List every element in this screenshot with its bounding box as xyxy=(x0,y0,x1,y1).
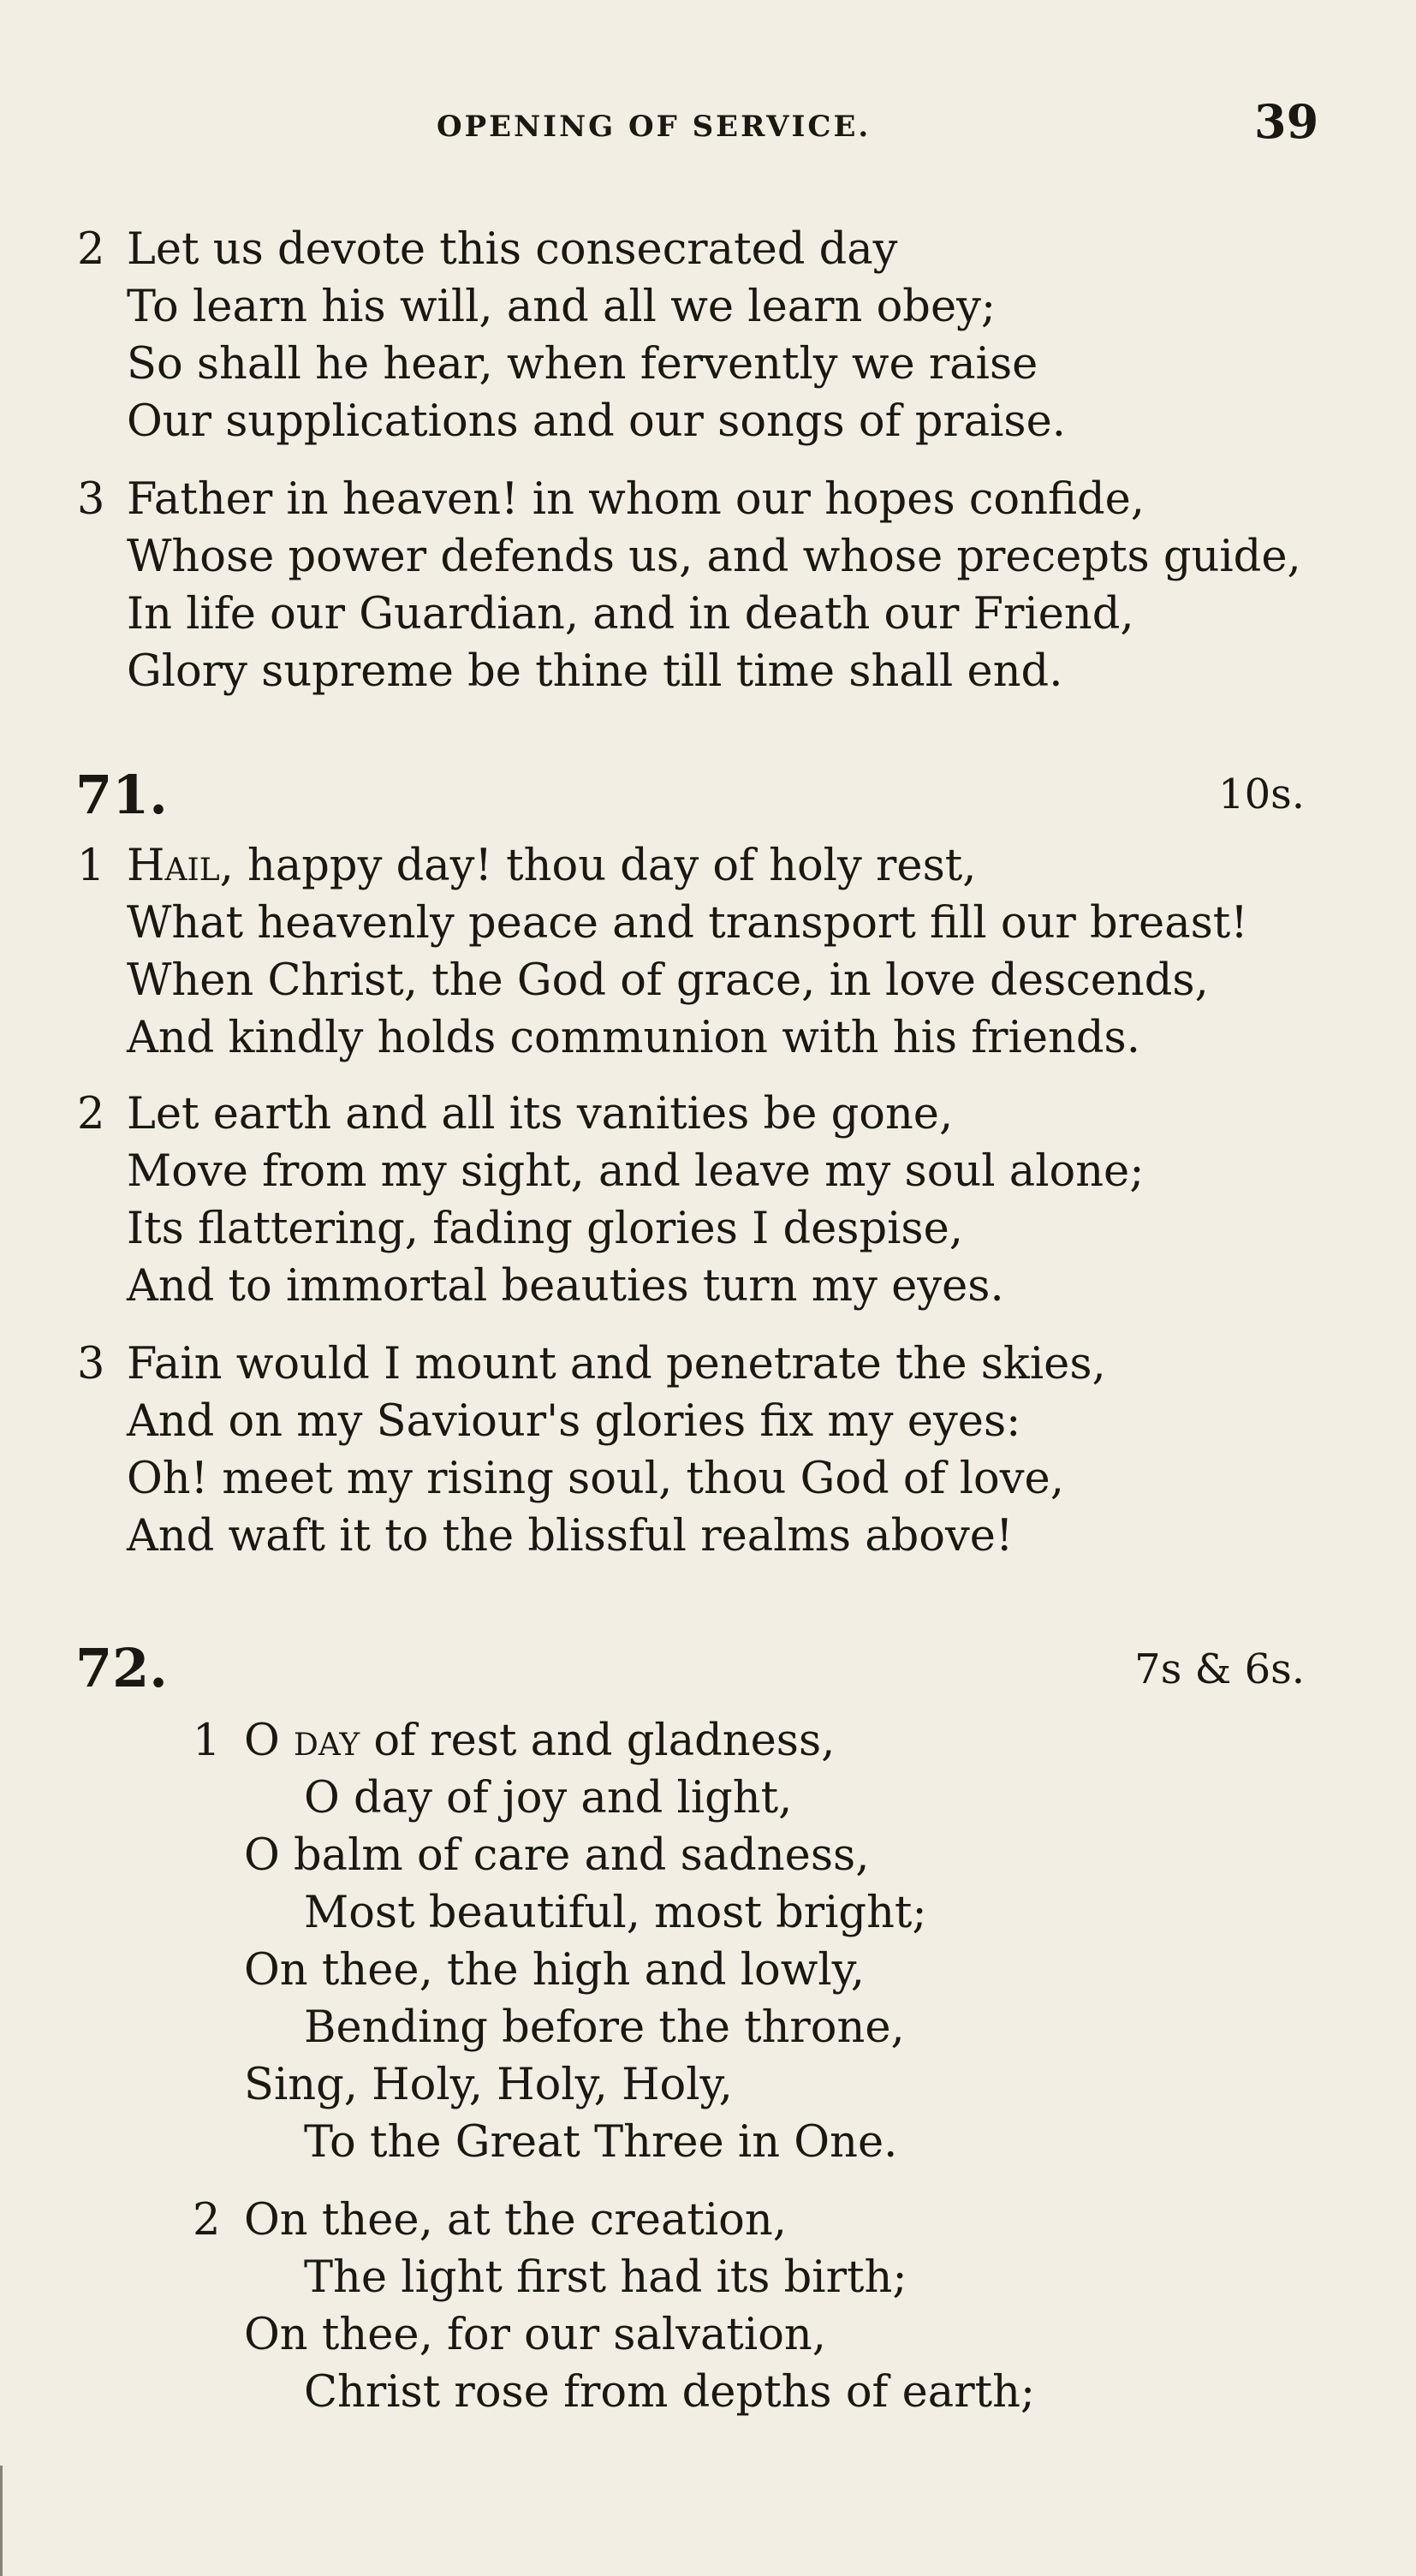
verse-line: Bending before the throne, xyxy=(304,2002,905,2053)
verse-line: In life our Guardian, and in death our Friend, xyxy=(127,589,1134,640)
stanza-number: 2 xyxy=(77,224,105,275)
verse-line: And waft it to the blissful realms above! xyxy=(127,1511,1014,1562)
verse-line: 1 O day of rest and gladness, xyxy=(193,1712,1416,1770)
stanza-72-2 xyxy=(193,2192,1416,2421)
verse-line: 3 Fain would I mount and penetrate the skies, xyxy=(77,1336,1361,1393)
verse-line: So shall he hear, when fervently we raise xyxy=(127,339,1038,390)
verse-line: 2 Let us devote this consecrated day xyxy=(77,221,1361,278)
verse-line: Sing, Holy, Holy, Holy, xyxy=(244,2060,733,2110)
verse-line: Its flattering, fading glories I despise, xyxy=(127,1204,963,1254)
page-number: 39 xyxy=(1254,94,1319,149)
verse-line: Glory supreme be thine till time shall end. xyxy=(127,646,1063,697)
running-head: OPENING OF SERVICE. xyxy=(437,110,872,144)
stanza-70-2 xyxy=(77,221,1361,450)
hymn-number: 72. xyxy=(75,1637,168,1699)
verse-line: And on my Saviour's glories fix my eyes: xyxy=(127,1396,1021,1447)
stanza-number: 1 xyxy=(77,841,105,891)
verse-line: When Christ, the God of grace, in love descends, xyxy=(127,955,1209,1006)
verse-line: Oh! meet my rising soul, thou God of love, xyxy=(127,1454,1064,1504)
verse-line: Whose power defends us, and whose precepts guide, xyxy=(127,532,1301,582)
verse-line: Move from my sight, and leave my soul alone; xyxy=(127,1146,1145,1197)
verse-line: 2 On thee, at the creation, xyxy=(193,2192,1416,2249)
verse-line: On thee, for our salvation, xyxy=(244,2310,826,2360)
verse-line: What heavenly peace and transport fill our breast! xyxy=(127,898,1248,949)
verse-line: To learn his will, and all we learn obey; xyxy=(127,282,997,332)
stanza-number: 2 xyxy=(77,1089,105,1139)
verse-line: O balm of care and sadness, xyxy=(244,1830,870,1881)
verse-line: 2 Let earth and all its vanities be gone, xyxy=(77,1086,1361,1143)
stanza-71-2 xyxy=(77,1086,1361,1315)
verse-line: O day of joy and light, xyxy=(304,1773,793,1823)
hymn-meter: 7s & 6s. xyxy=(1134,1645,1305,1693)
verse-line: Our supplications and our songs of praise. xyxy=(127,396,1066,447)
verse-line: On thee, the high and lowly, xyxy=(244,1945,865,1996)
verse-line: 1 Hail, happy day! thou day of holy rest, xyxy=(77,837,1361,895)
stanza-71-3 xyxy=(77,1336,1361,1565)
verse-line: The light first had its birth; xyxy=(304,2252,907,2303)
opening-word: O day xyxy=(244,1716,360,1766)
page-edge-shadow xyxy=(0,2466,3,2576)
stanza-72-1 xyxy=(193,1712,1416,2171)
stanza-71-1 xyxy=(77,837,1361,1067)
stanza-70-3 xyxy=(77,471,1361,700)
stanza-number: 2 xyxy=(193,2195,221,2246)
verse-line: 3 Father in heaven! in whom our hopes confide, xyxy=(77,471,1361,528)
hymn-number: 71. xyxy=(75,764,168,826)
verse-line: Most beautiful, most bright; xyxy=(304,1888,927,1938)
stanza-number: 3 xyxy=(77,1339,105,1389)
stanza-number: 1 xyxy=(193,1716,221,1766)
stanza-number: 3 xyxy=(77,474,105,525)
verse-line: And kindly holds communion with his friends. xyxy=(127,1013,1140,1063)
verse-line: Christ rose from depths of earth; xyxy=(304,2367,1036,2418)
opening-word: Hail, xyxy=(127,841,234,891)
verse-line: And to immortal beauties turn my eyes. xyxy=(127,1261,1004,1312)
hymn-meter: 10s. xyxy=(1218,770,1305,818)
verse-line: To the Great Three in One. xyxy=(304,2117,898,2168)
